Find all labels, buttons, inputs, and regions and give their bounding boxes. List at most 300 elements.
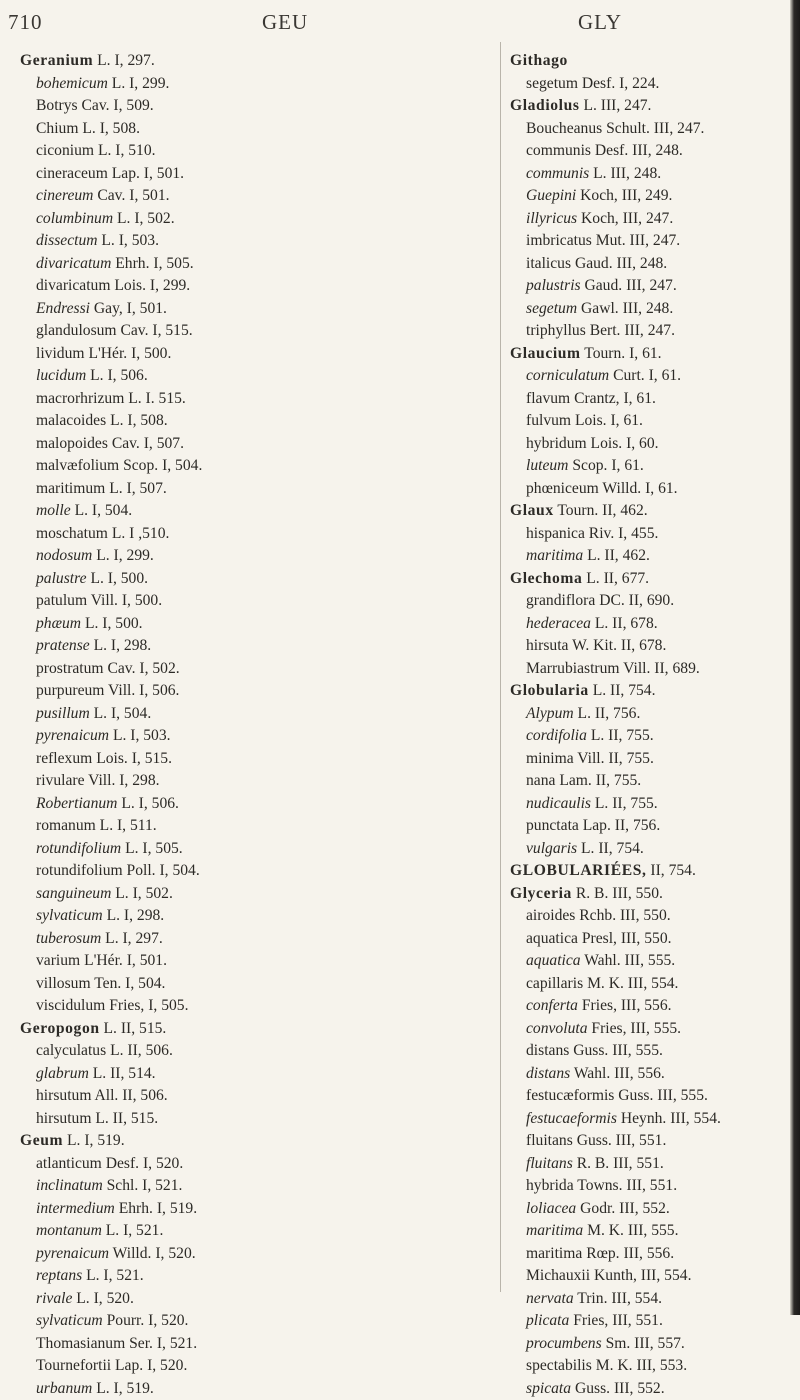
species-name: maritimum (36, 480, 105, 497)
genus-reference: L. III, 247. (583, 97, 651, 114)
genus-entry (20, 1130, 490, 1153)
species-entry (510, 1243, 790, 1266)
species-name: illyricus (526, 210, 577, 227)
species-name: ciconium (36, 142, 94, 159)
species-entry (510, 253, 790, 276)
species-name: hispanica (526, 525, 585, 542)
species-entry (20, 883, 490, 906)
species-name: pyrenaicum (36, 727, 109, 744)
species-entry (20, 230, 490, 253)
species-entry (510, 73, 790, 96)
species-name: sanguineum (36, 885, 111, 902)
species-reference: L. I, 299. (112, 75, 170, 92)
genus-entry (510, 860, 790, 883)
species-name: communis (526, 142, 591, 159)
species-reference: Vill. I, 506. (108, 682, 179, 699)
species-name: pusillum (36, 705, 90, 722)
species-reference: Ehrh. I, 505. (115, 255, 193, 272)
species-reference: L. I ,510. (112, 525, 170, 542)
species-reference: L. I, 298. (94, 637, 152, 654)
species-entry (20, 253, 490, 276)
species-reference: L. II, 755. (591, 727, 654, 744)
species-entry (20, 478, 490, 501)
species-reference: L. I, 297. (105, 930, 163, 947)
species-name: distans (526, 1065, 570, 1082)
right-column (510, 50, 790, 1400)
species-entry (510, 545, 790, 568)
species-reference: L. II, 678. (595, 615, 658, 632)
species-name: segetum (526, 75, 578, 92)
species-reference: Crantz, I, 61. (574, 390, 656, 407)
genus-reference: L. II, 515. (104, 1020, 167, 1037)
species-reference: Lam. II, 755. (559, 772, 641, 789)
species-reference: Cav. I, 502. (107, 660, 179, 677)
species-reference: L. II, 754. (581, 840, 644, 857)
species-entry (510, 163, 790, 186)
species-reference: Godr. III, 552. (580, 1200, 670, 1217)
species-entry (20, 388, 490, 411)
species-entry (510, 725, 790, 748)
species-reference: L. III, 248. (593, 165, 661, 182)
species-reference: Mut. III, 247. (596, 232, 680, 249)
species-name: fulvum (526, 412, 571, 429)
species-reference: L. I, 506. (90, 367, 148, 384)
species-reference: Lois. I, 61. (575, 412, 643, 429)
species-reference: Desf. III, 248. (595, 142, 683, 159)
species-reference: Sm. III, 557. (606, 1335, 685, 1352)
species-name: minima (526, 750, 574, 767)
species-name: palustris (526, 277, 581, 294)
species-reference: L. I, 504. (75, 502, 133, 519)
species-name: aquatica (526, 930, 578, 947)
species-entry (20, 73, 490, 96)
species-entry (510, 950, 790, 973)
species-name: villosum (36, 975, 91, 992)
left-running-head: GEU (262, 10, 308, 35)
species-name: maritima (526, 1222, 583, 1239)
species-reference: Lap. II, 756. (583, 817, 661, 834)
species-reference: Fries, III, 556. (582, 997, 672, 1014)
species-reference: L. I, 510. (98, 142, 156, 159)
species-entry (20, 455, 490, 478)
species-name: conferta (526, 997, 578, 1014)
species-name: lividum (36, 345, 85, 362)
species-reference: L. II, 514. (93, 1065, 156, 1082)
species-reference: L. I, 511. (100, 817, 157, 834)
species-name: aquatica (526, 952, 581, 969)
species-name: imbricatus (526, 232, 592, 249)
species-entry (510, 973, 790, 996)
species-entry (20, 973, 490, 996)
species-name: lucidum (36, 367, 86, 384)
species-entry (510, 703, 790, 726)
species-reference: Desf. I, 224. (582, 75, 660, 92)
species-reference: Pourr. I, 520. (107, 1312, 189, 1329)
species-reference: Vill. II, 689. (623, 660, 700, 677)
species-name: varium (36, 952, 80, 969)
species-name: hybridum (526, 435, 587, 452)
species-entry (510, 140, 790, 163)
species-reference: Gawl. III, 248. (581, 300, 673, 317)
species-name: nudicaulis (526, 795, 591, 812)
species-entry (20, 680, 490, 703)
species-entry (510, 613, 790, 636)
genus-entry (510, 883, 790, 906)
genus-name: Glaucium (510, 345, 581, 362)
species-entry (510, 1355, 790, 1378)
species-name: distans (526, 1042, 569, 1059)
species-reference: Guss. III, 552. (575, 1380, 665, 1397)
species-name: pyrenaicum (36, 1245, 109, 1262)
species-name: cineraceum (36, 165, 108, 182)
species-entry (20, 1265, 490, 1288)
genus-entry (510, 500, 790, 523)
species-entry (20, 1243, 490, 1266)
species-name: divaricatum (36, 277, 110, 294)
species-reference: L. I, 299. (96, 547, 154, 564)
species-entry (20, 208, 490, 231)
species-name: tuberosum (36, 930, 101, 947)
species-entry (20, 860, 490, 883)
species-entry (510, 230, 790, 253)
species-entry (20, 725, 490, 748)
species-reference: Kunth, III, 554. (594, 1267, 691, 1284)
species-name: reptans (36, 1267, 82, 1284)
species-reference: Bert. III, 247. (590, 322, 675, 339)
species-entry (510, 1108, 790, 1131)
species-entry (20, 1108, 490, 1131)
species-entry (20, 748, 490, 771)
species-name: purpureum (36, 682, 104, 699)
species-name: loliacea (526, 1200, 576, 1217)
species-name: Alypum (526, 705, 574, 722)
species-name: corniculatum (526, 367, 609, 384)
species-reference: Willd. I, 61. (602, 480, 677, 497)
species-name: malvæfolium (36, 457, 119, 474)
species-entry (20, 1198, 490, 1221)
species-reference: Ten. I, 504. (94, 975, 165, 992)
species-entry (510, 275, 790, 298)
species-entry (510, 523, 790, 546)
species-reference: Ser. I, 521. (129, 1335, 197, 1352)
species-reference: Koch, III, 249. (580, 187, 672, 204)
species-reference: Ehrh. I, 519. (119, 1200, 197, 1217)
species-name: hederacea (526, 615, 591, 632)
species-reference: Gaud. III, 247. (585, 277, 677, 294)
species-reference: Cav. I, 515. (120, 322, 192, 339)
species-entry (510, 1130, 790, 1153)
page-edge (790, 0, 800, 1315)
species-entry (20, 770, 490, 793)
species-name: hirsuta (526, 637, 568, 654)
genus-name: Gladiolus (510, 97, 580, 114)
species-entry (20, 613, 490, 636)
species-entry (20, 1063, 490, 1086)
species-entry (20, 320, 490, 343)
species-name: hybrida (526, 1177, 574, 1194)
species-entry (20, 275, 490, 298)
species-name: Chium (36, 120, 78, 137)
species-entry (20, 523, 490, 546)
species-reference: Gaud. III, 248. (575, 255, 667, 272)
species-name: bohemicum (36, 75, 108, 92)
species-entry (20, 95, 490, 118)
species-name: grandiflora (526, 592, 595, 609)
species-reference: L. I, 520. (76, 1290, 134, 1307)
species-reference: DC. II, 690. (599, 592, 674, 609)
species-entry (510, 1333, 790, 1356)
species-entry (510, 793, 790, 816)
species-name: macrorhrizum (36, 390, 124, 407)
species-name: maritima (526, 1245, 582, 1262)
species-reference: Lap. I, 501. (112, 165, 184, 182)
species-name: maritima (526, 547, 583, 564)
species-entry (510, 1220, 790, 1243)
species-name: cordifolia (526, 727, 587, 744)
species-entry (510, 298, 790, 321)
species-name: atlanticum (36, 1155, 102, 1172)
species-entry (20, 185, 490, 208)
species-name: luteum (526, 457, 568, 474)
species-entry (510, 995, 790, 1018)
species-entry (510, 1063, 790, 1086)
species-entry (510, 770, 790, 793)
species-entry (20, 928, 490, 951)
species-entry (20, 590, 490, 613)
species-reference: L. I, 503. (113, 727, 171, 744)
species-entry (510, 1310, 790, 1333)
species-reference: L. II, 756. (578, 705, 641, 722)
species-reference: L. I, 505. (125, 840, 183, 857)
species-reference: Desf. I, 520. (106, 1155, 184, 1172)
species-name: urbanum (36, 1380, 92, 1397)
left-column (20, 50, 490, 1400)
species-entry (510, 320, 790, 343)
genus-name: Githago (510, 52, 568, 69)
species-name: moschatum (36, 525, 108, 542)
species-name: Endressi (36, 300, 90, 317)
species-reference: Schult. III, 247. (606, 120, 704, 137)
species-reference: Scop. I, 504. (123, 457, 202, 474)
species-reference: L'Hér. I, 500. (88, 345, 171, 362)
species-entry (20, 1085, 490, 1108)
species-name: Thomasianum (36, 1335, 125, 1352)
genus-entry (510, 50, 790, 73)
species-reference: L. I, 504. (94, 705, 152, 722)
species-reference: Vill. I, 500. (91, 592, 162, 609)
species-reference: L. I, 519. (96, 1380, 154, 1397)
species-name: montanum (36, 1222, 102, 1239)
species-name: viscidulum (36, 997, 105, 1014)
species-name: phœniceum (526, 480, 599, 497)
species-entry (20, 140, 490, 163)
species-reference: M. K. III, 554. (587, 975, 678, 992)
species-reference: Wahl. III, 556. (574, 1065, 665, 1082)
species-name: columbinum (36, 210, 113, 227)
species-name: Botrys (36, 97, 78, 114)
species-entry (510, 433, 790, 456)
genus-entry (20, 50, 490, 73)
species-reference: Vill. I, 298. (88, 772, 159, 789)
species-name: communis (526, 165, 589, 182)
species-name: phæum (36, 615, 81, 632)
species-entry (510, 658, 790, 681)
genus-entry (510, 568, 790, 591)
genus-reference: Tourn. I, 61. (584, 345, 661, 362)
species-entry (20, 118, 490, 141)
species-name: prostratum (36, 660, 104, 677)
species-entry (20, 500, 490, 523)
species-name: sylvaticum (36, 907, 103, 924)
running-header (0, 10, 780, 40)
species-name: malacoides (36, 412, 106, 429)
species-entry (510, 1018, 790, 1041)
species-entry (20, 905, 490, 928)
species-name: Michauxii (526, 1267, 590, 1284)
species-reference: Gay, I, 501. (94, 300, 167, 317)
species-name: divaricatum (36, 255, 111, 272)
species-reference: Towns. III, 551. (577, 1177, 677, 1194)
species-name: spectabilis (526, 1357, 592, 1374)
species-reference: L. I, 507. (109, 480, 167, 497)
species-reference: R. B. III, 551. (577, 1155, 664, 1172)
species-entry (20, 1040, 490, 1063)
species-name: pratense (36, 637, 90, 654)
species-name: rotundifolium (36, 862, 123, 879)
species-reference: Scop. I, 61. (572, 457, 643, 474)
species-name: cinereum (36, 187, 93, 204)
genus-entry (510, 680, 790, 703)
species-entry (510, 118, 790, 141)
species-name: intermedium (36, 1200, 115, 1217)
species-name: nodosum (36, 547, 92, 564)
genus-entry (510, 343, 790, 366)
species-reference: M. K. III, 555. (587, 1222, 678, 1239)
species-entry (510, 1085, 790, 1108)
species-reference: Curt. I, 61. (613, 367, 681, 384)
species-reference: W. Kit. II, 678. (572, 637, 666, 654)
right-running-head: GLY (578, 10, 622, 35)
species-name: rivulare (36, 772, 85, 789)
species-name: flavum (526, 390, 570, 407)
genus-name: Geum (20, 1132, 63, 1149)
species-reference: Koch, III, 247. (581, 210, 673, 227)
species-reference: L. II, 515. (95, 1110, 158, 1127)
species-reference: Willd. I, 520. (113, 1245, 196, 1262)
genus-entry (510, 95, 790, 118)
species-reference: Poll. I, 504. (127, 862, 200, 879)
species-name: airoides (526, 907, 575, 924)
genus-reference: L. I, 519. (67, 1132, 125, 1149)
species-entry (510, 1198, 790, 1221)
species-reference: L. I, 298. (107, 907, 165, 924)
genus-reference: L. I, 297. (97, 52, 155, 69)
species-name: malopoides (36, 435, 108, 452)
species-reference: Riv. I, 455. (589, 525, 659, 542)
species-entry (510, 905, 790, 928)
column-divider (500, 42, 501, 1292)
genus-name: Geranium (20, 52, 93, 69)
species-entry (510, 590, 790, 613)
species-reference: L. I, 521. (86, 1267, 144, 1284)
species-reference: All. II, 506. (95, 1087, 168, 1104)
species-reference: Heynh. III, 554. (621, 1110, 721, 1127)
species-reference: L. II, 755. (595, 795, 658, 812)
species-reference: Guss. III, 555. (618, 1087, 708, 1104)
species-name: romanum (36, 817, 96, 834)
species-entry (20, 433, 490, 456)
species-entry (510, 208, 790, 231)
species-reference: Schl. I, 521. (107, 1177, 183, 1194)
species-reference: Fries, I, 505. (109, 997, 188, 1014)
species-reference: Lap. I, 520. (115, 1357, 187, 1374)
species-reference: Guss. III, 555. (573, 1042, 663, 1059)
species-entry (510, 455, 790, 478)
species-entry (20, 635, 490, 658)
species-name: rotundifolium (36, 840, 121, 857)
species-reference: L'Hér. I, 501. (84, 952, 167, 969)
species-name: hirsutum (36, 1087, 91, 1104)
genus-reference: II, 754. (650, 862, 695, 879)
species-entry (20, 163, 490, 186)
species-reference: L. I, 502. (115, 885, 173, 902)
species-entry (20, 995, 490, 1018)
genus-name: Globularia (510, 682, 589, 699)
species-name: punctata (526, 817, 579, 834)
genus-name: Geropogon (20, 1020, 100, 1037)
species-reference: Trin. III, 554. (577, 1290, 662, 1307)
species-name: glandulosum (36, 322, 117, 339)
species-name: Guepini (526, 187, 576, 204)
species-entry (20, 703, 490, 726)
species-reference: L. II, 506. (110, 1042, 173, 1059)
species-reference: Fries, III, 555. (591, 1020, 681, 1037)
species-reference: Wahl. III, 555. (584, 952, 675, 969)
species-entry (20, 793, 490, 816)
species-reference: L. I, 508. (110, 412, 168, 429)
species-reference: Presl, III, 550. (582, 930, 672, 947)
genus-name: GLOBULARIÉES, (510, 862, 647, 879)
species-name: rivale (36, 1290, 72, 1307)
genus-entry (20, 1018, 490, 1041)
genus-reference: L. II, 677. (586, 570, 649, 587)
species-entry (20, 1333, 490, 1356)
page-number: 710 (8, 10, 43, 35)
species-name: procumbens (526, 1335, 602, 1352)
species-name: vulgaris (526, 840, 577, 857)
species-entry (510, 1265, 790, 1288)
species-name: italicus (526, 255, 571, 272)
species-entry (20, 1310, 490, 1333)
species-name: Marrubiastrum (526, 660, 620, 677)
species-entry (510, 388, 790, 411)
species-reference: Fries, III, 551. (573, 1312, 663, 1329)
species-name: capillaris (526, 975, 583, 992)
species-entry (20, 1355, 490, 1378)
species-reference: Vill. II, 755. (577, 750, 654, 767)
species-entry (20, 365, 490, 388)
species-entry (20, 838, 490, 861)
species-reference: Rchb. III, 550. (579, 907, 670, 924)
species-entry (20, 1288, 490, 1311)
species-entry (510, 928, 790, 951)
species-name: glabrum (36, 1065, 89, 1082)
species-reference: Lois. I, 60. (591, 435, 659, 452)
species-reference: Lois. I, 515. (96, 750, 172, 767)
species-entry (510, 478, 790, 501)
species-reference: Guss. III, 551. (577, 1132, 667, 1149)
species-entry (20, 1153, 490, 1176)
